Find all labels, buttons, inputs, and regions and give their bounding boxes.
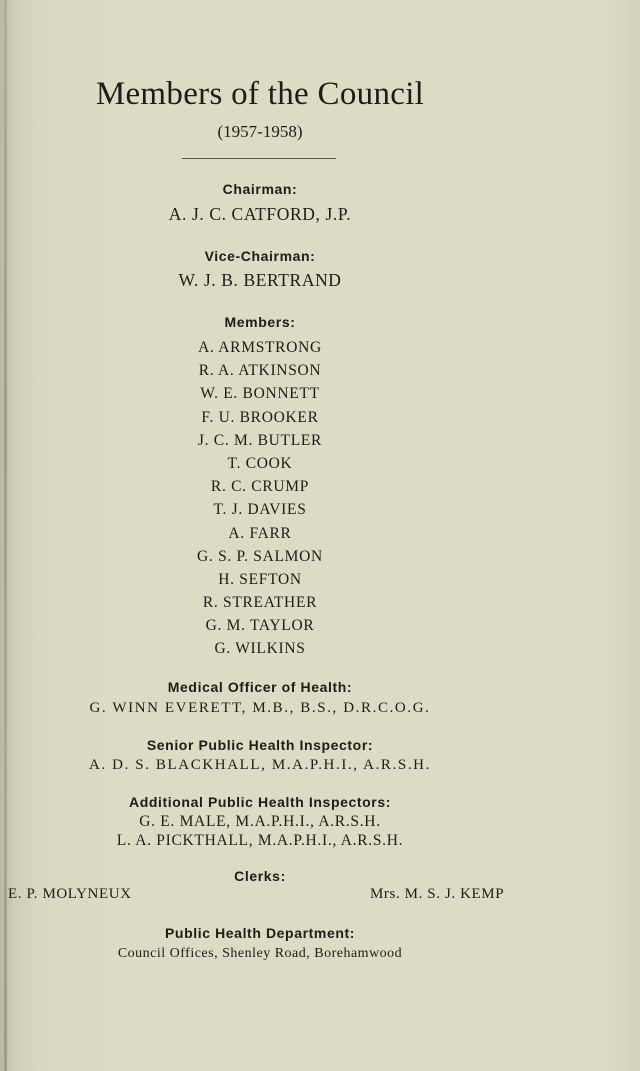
member-name: F. U. BROOKER — [201, 408, 319, 426]
years-subtitle: (1957-1958) — [217, 122, 303, 141]
member-name: T. COOK — [227, 454, 293, 472]
additional-inspector-name: G. E. MALE, M.A.P.H.I., A.R.S.H. — [139, 813, 381, 830]
members-heading: Members: — [224, 314, 296, 330]
vice-chairman-name: W. J. B. BERTRAND — [178, 270, 342, 290]
chairman-heading: Chairman: — [222, 181, 298, 197]
member-name: R. STREATHER — [202, 594, 318, 612]
clerk-name-right: Mrs. M. S. J. KEMP — [370, 886, 505, 902]
medical-officer-name: G. WINN EVERETT, M.B., B.S., D.R.C.O.G. — [89, 700, 431, 716]
additional-inspectors-heading: Additional Public Health Inspectors: — [129, 794, 391, 810]
member-name: A. ARMSTRONG — [198, 339, 322, 356]
page-title: Members of the Council — [95, 76, 425, 112]
member-name: G. WILKINS — [214, 640, 306, 658]
department-address: Council Offices, Shenley Road, Borehamwood — [117, 946, 403, 961]
department-heading: Public Health Department: — [164, 925, 356, 941]
member-name: H. SEFTON — [218, 570, 302, 588]
member-name: J. C. M. BUTLER — [197, 431, 323, 449]
member-name: A. FARR — [228, 524, 292, 542]
divider-rule — [182, 158, 336, 159]
additional-inspector-name: L. A. PICKTHALL, M.A.P.H.I., A.R.S.H. — [116, 832, 404, 849]
member-name: R. C. CRUMP — [210, 478, 310, 496]
clerks-heading: Clerks: — [234, 868, 286, 884]
vice-chairman-heading: Vice-Chairman: — [204, 248, 316, 264]
senior-inspector-name: A. D. S. BLACKHALL, M.A.P.H.I., A.R.S.H. — [89, 757, 431, 773]
medical-officer-heading: Medical Officer of Health: — [167, 679, 353, 695]
clerk-name-left: E. P. MOLYNEUX — [8, 886, 132, 902]
member-name: T. J. DAVIES — [213, 501, 307, 519]
chairman-name: A. J. C. CATFORD, J.P. — [168, 204, 352, 224]
senior-inspector-heading: Senior Public Health Inspector: — [146, 737, 374, 753]
member-name: G. M. TAYLOR — [205, 617, 315, 635]
member-name: W. E. BONNETT — [200, 385, 320, 403]
member-name: G. S. P. SALMON — [197, 547, 323, 565]
members-list — [0, 336, 520, 661]
member-name: R. A. ATKINSON — [198, 362, 322, 380]
